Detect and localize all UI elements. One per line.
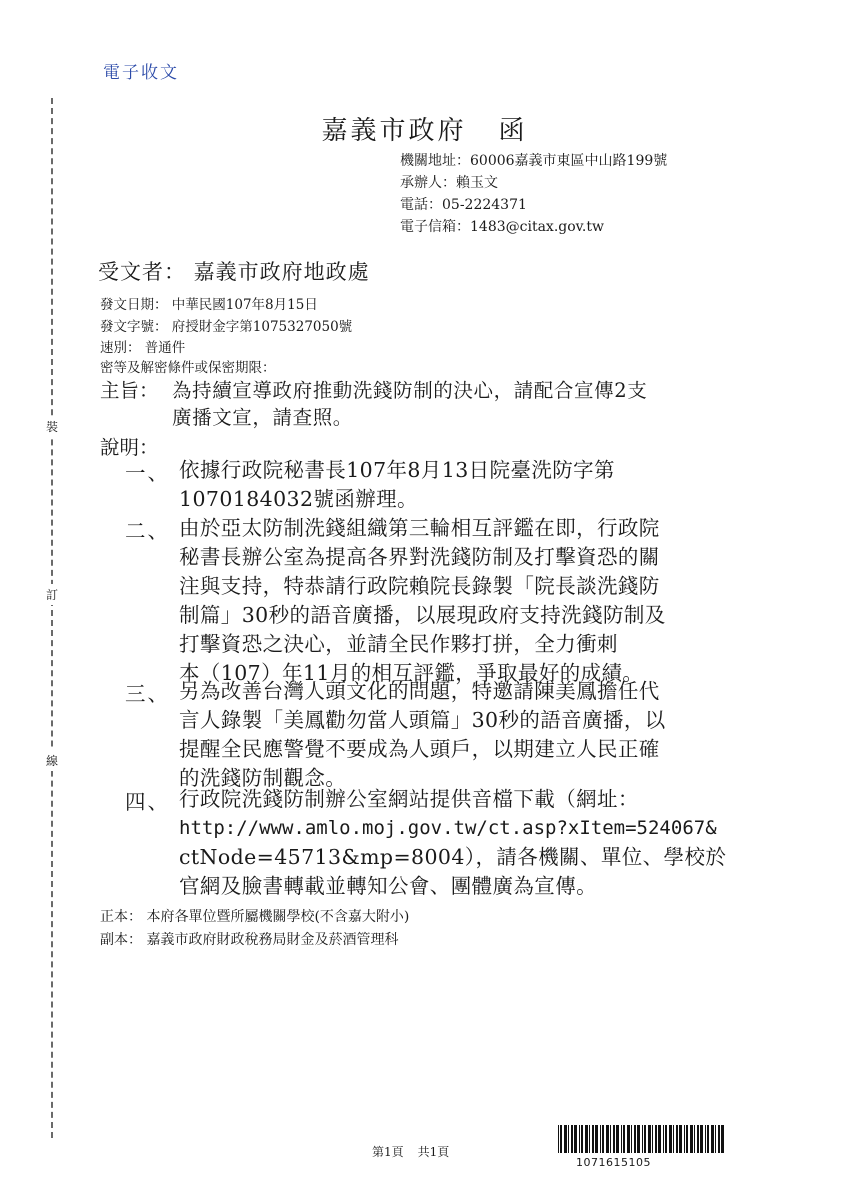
- item-line: 的洗錢防制觀念。: [179, 766, 347, 790]
- barcode-bar: [589, 1125, 590, 1153]
- sender-email: 電子信箱：1483@citax.gov.tw: [400, 219, 604, 235]
- item-line: 秘書長辦公室為提高各界對洗錢防制及打擊資恐的關: [179, 545, 660, 569]
- barcode-bar: [595, 1125, 598, 1153]
- explanation-label: 說明：: [100, 436, 159, 459]
- barcode-bar: [676, 1125, 678, 1153]
- barcode-bar: [581, 1125, 583, 1153]
- barcode-bar: [679, 1125, 682, 1153]
- barcode-bar: [663, 1125, 664, 1153]
- page-total: 共1頁: [417, 1145, 450, 1159]
- barcode-bar: [564, 1125, 567, 1153]
- sender-phone: 電話：05-2224371: [400, 197, 527, 213]
- item-line: 制篇」30秒的語音廣播，以展現政府支持洗錢防制及: [179, 603, 666, 627]
- item-line: 1070184032號函辦理。: [179, 487, 418, 511]
- barcode-bar: [592, 1125, 594, 1153]
- item-number: 三、: [125, 682, 170, 706]
- subject-line: 廣播文宣，請查照。: [172, 406, 353, 429]
- binding-mark-zhuang: 裝: [44, 416, 60, 437]
- item-number: 一、: [125, 461, 170, 485]
- item-body: [179, 456, 749, 514]
- item-line: 由於亞太防制洗錢組織第三輪相互評鑑在即，行政院: [179, 516, 660, 540]
- receiver: 受文者： 嘉義市政府地政處: [98, 260, 370, 284]
- barcode-bar: [694, 1125, 695, 1153]
- item-line: 本（107）年11月的相互評鑑，爭取最好的成績。: [179, 661, 644, 685]
- barcode-bar: [644, 1125, 646, 1153]
- document-number: 發文字號： 府授財金字第1075327050號: [100, 319, 353, 335]
- page-number: 第1頁: [372, 1145, 404, 1159]
- item-line: 提醒全民應警覺不要成為人頭戶，以期建立人民正確: [179, 737, 660, 761]
- item-number: 四、: [125, 790, 170, 814]
- barcode-bar: [623, 1125, 625, 1153]
- barcode-bar: [571, 1125, 573, 1153]
- subject-line: 為持續宣導政府推動洗錢防制的決心，請配合宣傳2支: [172, 379, 648, 402]
- barcode-bar: [560, 1125, 562, 1153]
- subject-content: [172, 377, 647, 431]
- item-line: 依據行政院秘書長107年8月13日院臺洗防字第: [179, 458, 615, 482]
- binding-dashed-line: [51, 98, 53, 1138]
- barcode-bar: [697, 1125, 699, 1153]
- barcode-bar: [631, 1125, 632, 1153]
- issue-date: 發文日期： 中華民國107年8月15日: [100, 297, 318, 313]
- sender-address: 機關地址：60006嘉義市東區中山路199號: [400, 153, 668, 169]
- barcode-bar: [648, 1125, 651, 1153]
- item-number: 二、: [125, 519, 170, 543]
- barcode-bar: [568, 1125, 569, 1153]
- barcode-bar: [652, 1125, 653, 1153]
- barcode-bar: [715, 1125, 716, 1153]
- barcode-bar: [658, 1125, 661, 1153]
- binding-mark-ding: 訂: [44, 584, 60, 605]
- item-line: 另為改善台灣人頭文化的問題，特邀請陳美鳳擔任代: [179, 679, 660, 703]
- item-body: [179, 677, 749, 793]
- barcode-bar: [621, 1125, 622, 1153]
- barcode-bar: [558, 1125, 559, 1153]
- barcode-bar: [616, 1125, 619, 1153]
- barcode-bar: [690, 1125, 693, 1153]
- title-type: 函: [498, 116, 528, 146]
- item-line: ctNode=45713&mp=8004），請各機關、單位、學校於: [179, 845, 727, 869]
- barcode-bar: [606, 1125, 609, 1153]
- binding-mark-xian: 線: [44, 750, 60, 771]
- barcode-bar: [627, 1125, 630, 1153]
- secrecy-level: 密等及解密條件或保密期限：: [100, 360, 276, 376]
- barcode-bar: [634, 1125, 636, 1153]
- item-body: [179, 514, 749, 688]
- copy-recipients: 副本： 嘉義市政府財政稅務局財金及菸酒管理科: [100, 932, 399, 948]
- barcode-bar: [707, 1125, 709, 1153]
- barcode: [558, 1125, 728, 1153]
- barcode-bar: [686, 1125, 688, 1153]
- barcode-bar: [711, 1125, 714, 1153]
- original-recipients: 正本： 本府各單位暨所屬機關學校(不含嘉大附小): [100, 909, 410, 925]
- barcode-bar: [669, 1125, 672, 1153]
- barcode-bar: [700, 1125, 703, 1153]
- barcode-bar: [718, 1125, 720, 1153]
- document-title: [0, 110, 849, 147]
- delivery-speed: 速別： 普通件: [100, 340, 186, 356]
- sender-handler: 承辦人：賴玉文: [400, 175, 498, 191]
- barcode-bar: [665, 1125, 667, 1153]
- item-line: 行政院洗錢防制辦公室網站提供音檔下載（網址：: [179, 787, 639, 811]
- barcode-bar: [585, 1125, 588, 1153]
- barcode-bar: [655, 1125, 657, 1153]
- barcode-bar: [642, 1125, 643, 1153]
- barcode-bar: [613, 1125, 615, 1153]
- subject-label: 主旨：: [100, 379, 159, 402]
- website-url-line: http://www.amlo.moj.gov.tw/ct.asp?xItem=524067&: [179, 817, 717, 839]
- barcode-bar: [721, 1125, 724, 1153]
- barcode-bar: [574, 1125, 577, 1153]
- barcode-bar: [600, 1125, 601, 1153]
- barcode-bar: [579, 1125, 580, 1153]
- item-line: 注與支持，特恭請行政院賴院長錄製「院長談洗錢防: [179, 574, 660, 598]
- title-org: 嘉義市政府: [321, 116, 467, 146]
- item-line: 打擊資恐之決心，並請全民作夥打拼，全力衝刺: [179, 632, 618, 656]
- item-line: 言人錄製「美鳳勸勿當人頭篇」30秒的語音廣播，以: [179, 708, 666, 732]
- barcode-bar: [610, 1125, 611, 1153]
- electronic-receipt-stamp: 電子收文: [103, 63, 179, 83]
- barcode-bar: [637, 1125, 640, 1153]
- item-body: [179, 785, 749, 901]
- barcode-number: 1071615105: [576, 1156, 651, 1169]
- page-footer: [372, 1143, 463, 1160]
- subject-section: [100, 377, 648, 429]
- barcode-bar: [673, 1125, 674, 1153]
- barcode-bar: [705, 1125, 706, 1153]
- barcode-bar: [602, 1125, 604, 1153]
- item-line: 官網及臉書轉載並轉知公會、團體廣為宣傳。: [179, 874, 597, 898]
- barcode-bar: [684, 1125, 685, 1153]
